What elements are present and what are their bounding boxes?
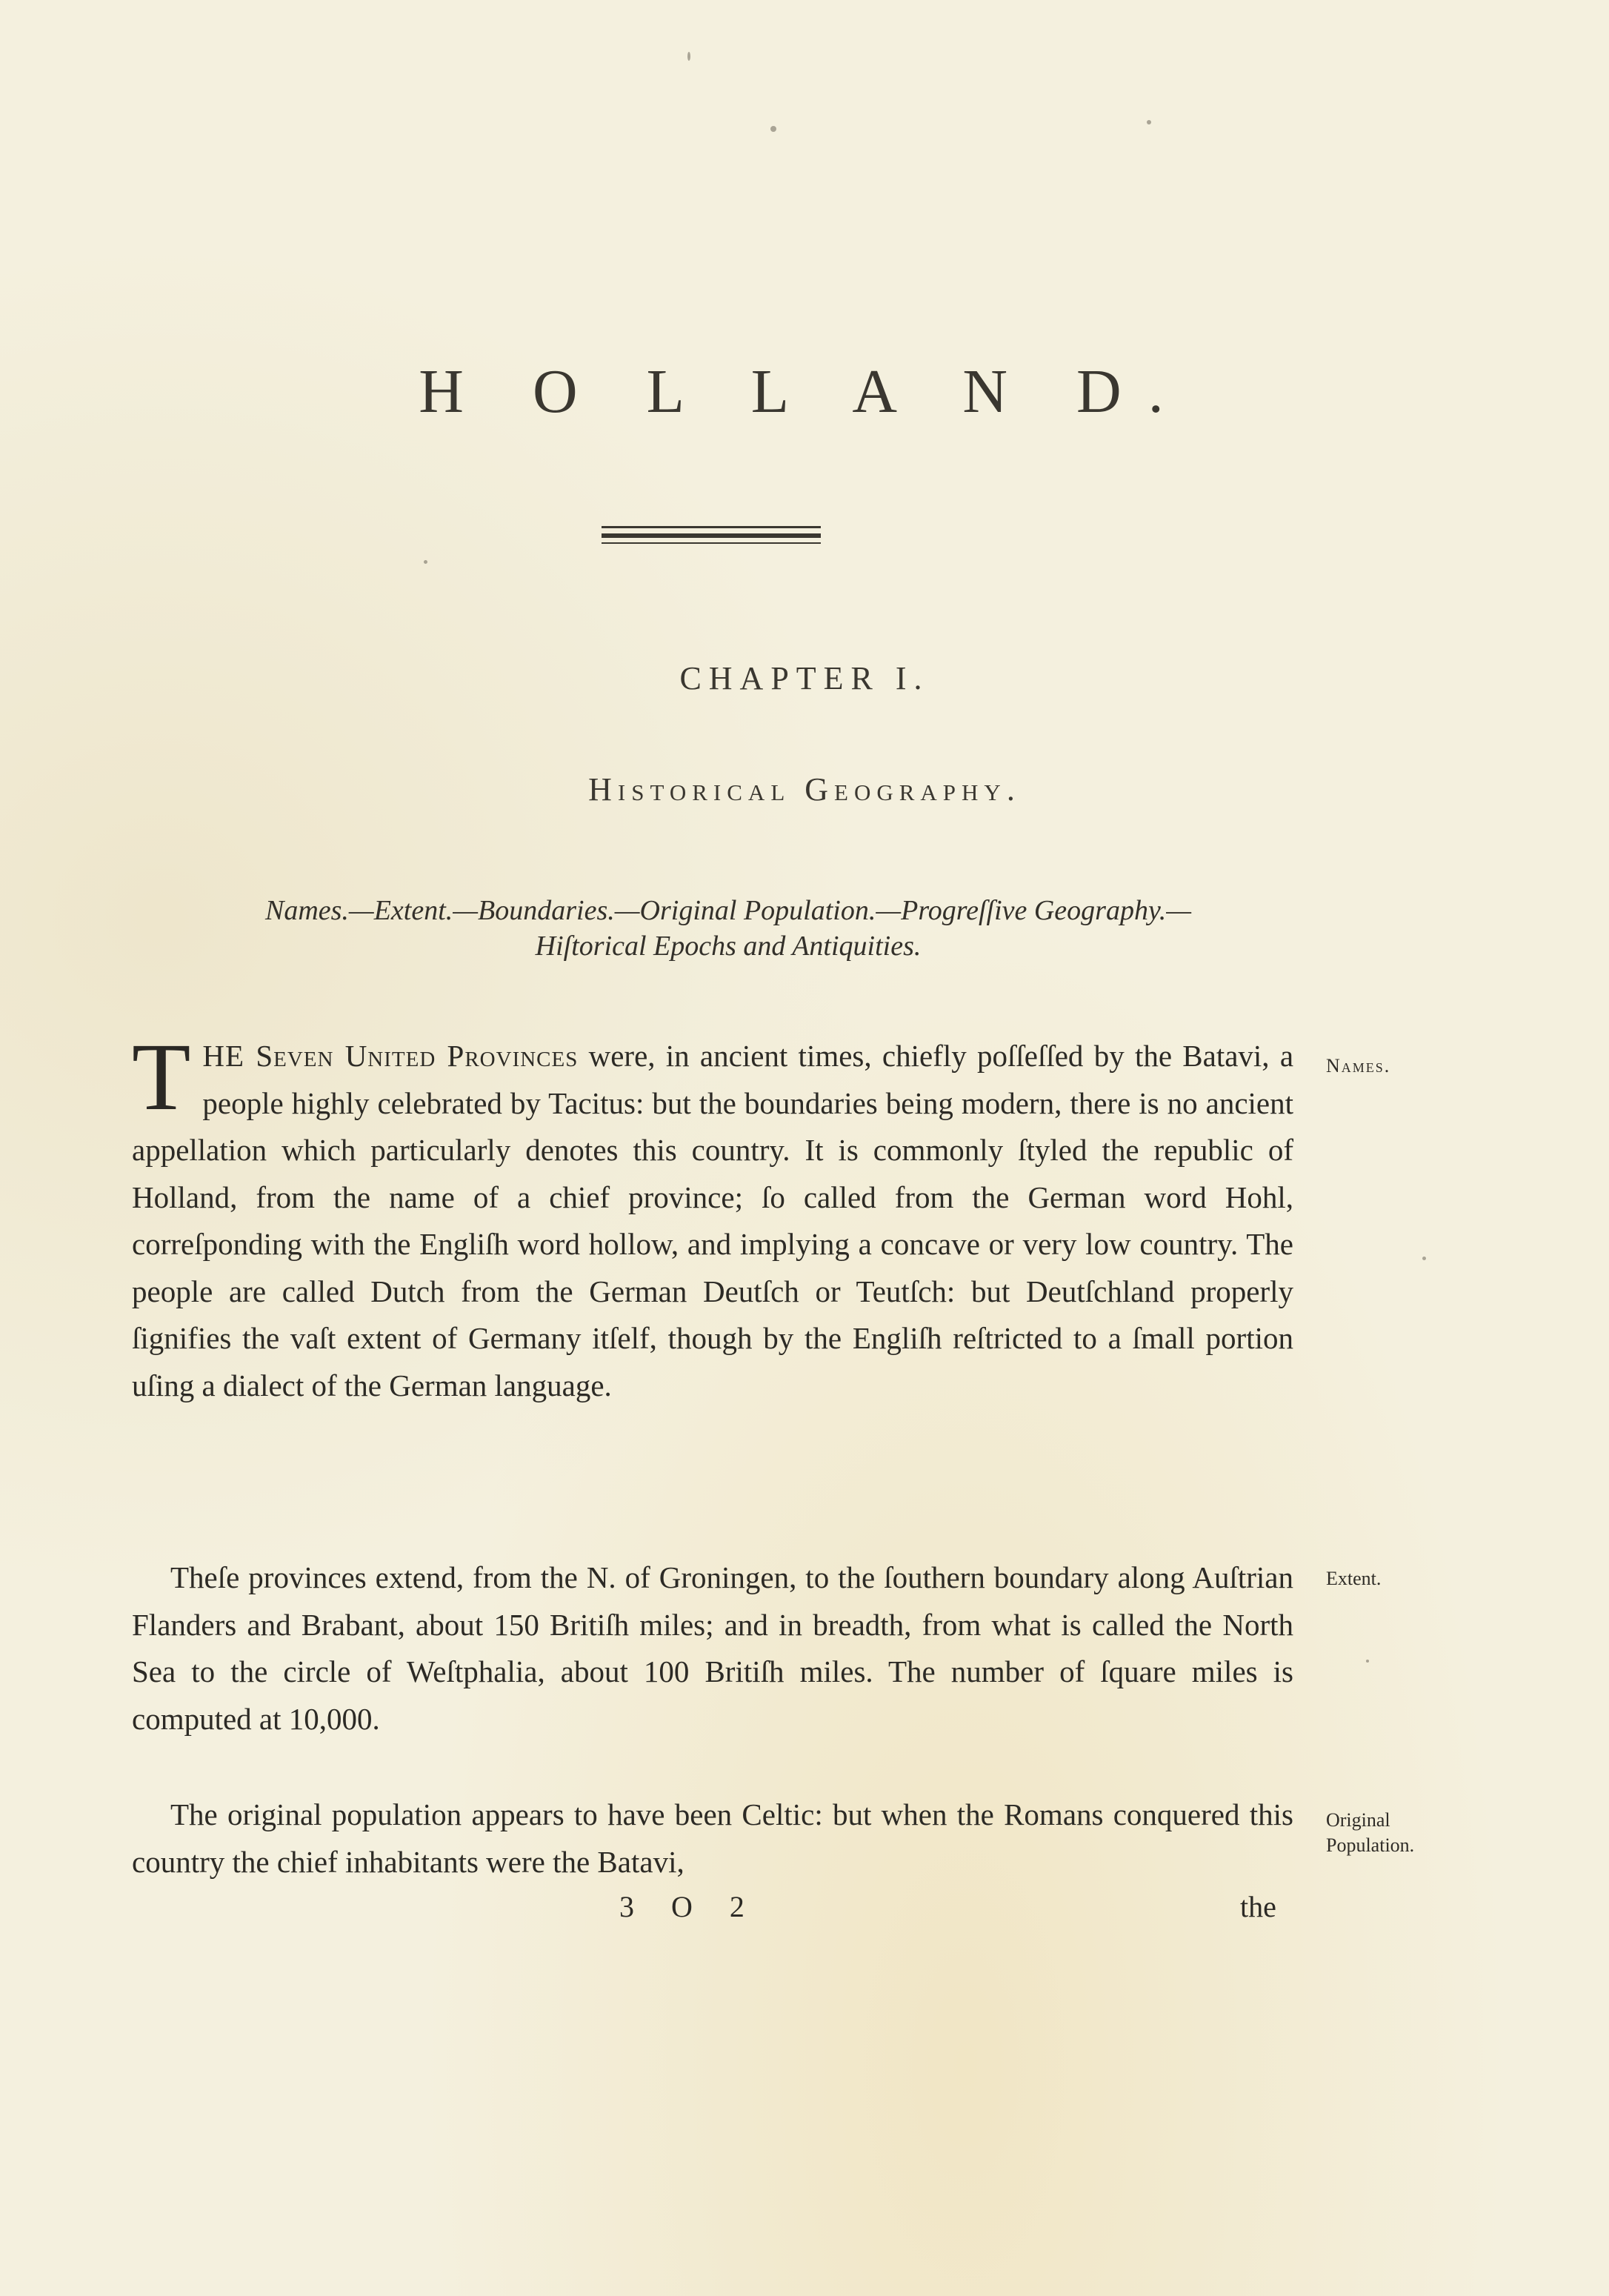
paragraph-original-population: The original population appears to have been Celtic: but when the Romans conquered this country the chief inhabitants were the Batavi, [132, 1797, 1293, 1879]
margin-note-extent: Extent. [1326, 1568, 1382, 1589]
paper-speck [1366, 1660, 1369, 1663]
paper-speck [687, 52, 690, 61]
paper-speck [1422, 1257, 1426, 1260]
title-rule-middle [602, 533, 821, 538]
contents-line-2: Hiſtorical Epochs and Antiquities. [535, 931, 922, 962]
paragraph-names [132, 1024, 1294, 1409]
margin-note-original-population: Original Population. [1326, 1809, 1415, 1856]
paper-speck [1147, 120, 1151, 124]
paper-speck [770, 126, 776, 132]
chapter-contents [132, 893, 1325, 964]
margin-note-names: Names. [1326, 1055, 1391, 1077]
paragraph-lead: HE Seven United Provinces [202, 1039, 579, 1073]
catchword: the [1240, 1890, 1276, 1923]
signature-mark: 3 O 2 [619, 1890, 759, 1923]
paragraph-names-text: were, in ancient times, chiefly poſſeſſed by the Batavi, a people highly celebrated by Tacitus: but the boundaries being modern, there is no ancient appellation which particularly denotes this country. It is commonly ſtyled the republic of Holland, from the name of a chief province; ſo called from the German word Hohl, correſponding with the Engliſh word hollow, and implying a concave or very low country. The people are called Dutch from the German Deutſch or Teutſch: but Deutſchland properly ſignifies the vaſt extent of Germany itſelf, though by the Engliſh reſtricted to a ſmall portion uſing a dialect of the German language. [132, 1039, 1294, 1402]
chapter-heading: CHAPTER I. [679, 660, 930, 696]
title-rule-top [602, 526, 821, 528]
paragraph-extent: Theſe provinces extend, from the N. of Groningen, to the ſouthern boundary along Auſtrian Flanders and Brabant, about 150 Britiſh miles; and in breadth, from what is called the North Sea to the circle of Weſtphalia, about 100 Britiſh miles. The number of ſquare miles is computed at 10,000. [132, 1560, 1293, 1736]
drop-cap: T [132, 1024, 191, 1131]
page-title: H O L L A N D. [419, 357, 1190, 426]
title-rule-bottom [602, 542, 821, 544]
contents-line-1: Names.—Extent.—Boundaries.—Original Population.—Progreſſive Geography.— [264, 895, 1192, 926]
chapter-subtitle: Historical Geography. [588, 771, 1021, 808]
paper-speck [424, 560, 427, 564]
